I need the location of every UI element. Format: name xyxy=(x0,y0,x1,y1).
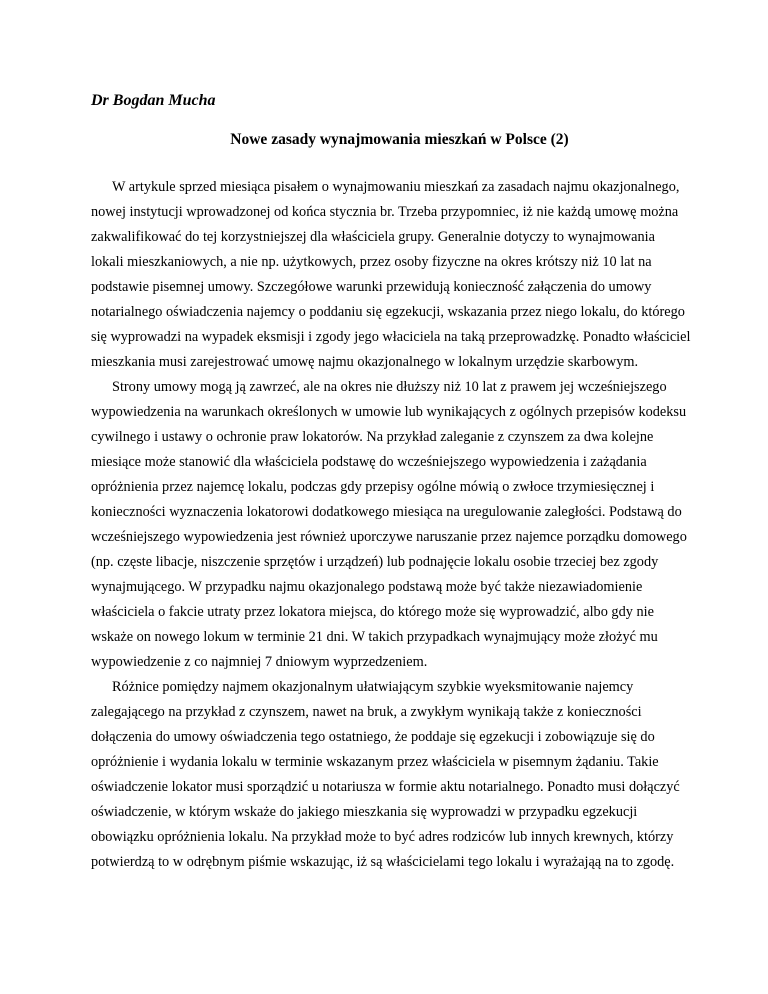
text-line: potwierdzą to w odrębnym piśmie wskazując, iż są właścicielami tego lokalu i wyrażająą na to zgodę. xyxy=(91,854,675,870)
text-line: Różnice pomiędzy najmem okazjonalnym ułatwiającym szybkie wyeksmitowanie najemcy xyxy=(112,679,634,695)
text-line: cywilnego i ustawy o ochronie praw lokatorów. Na przykład zaleganie z czynszem za dwa kolejne xyxy=(91,429,654,445)
text-line: zakwalifikować do tej korzystniejszej dla właściciela grupy. Generalnie dotyczy to wynajmowania xyxy=(91,229,655,245)
text-line: oświadczenie, w którym wskaże do jakiego mieszkania się wyprowadzi w przypadku egzekucji xyxy=(91,804,638,820)
text-line: opróżnienie i wydania lokalu w terminie wskazanym przez właściciela w pisemnym żądaniu. Takie xyxy=(91,754,659,770)
article-title: Nowe zasady wynajmowania mieszkań w Polsce (2) xyxy=(230,131,569,148)
text-line: konieczności wyznaczenia lokatorowi dodatkowego miesiąca na uregulowanie zaległości. Podstawą do xyxy=(91,504,682,520)
text-line: wypowiedzenie z co najmniej 7 dniowym wyprzedzeniem. xyxy=(91,654,428,670)
text-line: podstawie pisemnej umowy. Szczegółowe warunki przewidują konieczność załączenia do umowy xyxy=(91,279,652,295)
text-line: obowiązku opróżnienia lokalu. Na przykład może to być adres rodziców lub innych krewnych, którzy xyxy=(91,829,674,845)
text-line: lokali mieszkaniowych, a nie np. użytkowych, przez osoby fizyczne na okres krótszy niż 10 lat na xyxy=(91,254,652,270)
text-line: dołączenia do umowy oświadczenia tego ostatniego, że poddaje się egzekucji i zobowiązuje się do xyxy=(91,729,655,745)
paragraph-1 xyxy=(91,175,713,375)
text-line: (np. częste libacje, niszczenie sprzętów i urządzeń) lub podnajęcie lokalu osobie trzeciej bez zgody xyxy=(91,554,659,570)
text-line: Strony umowy mogą ją zawrzeć, ale na okres nie dłuższy niż 10 lat z prawem jej wcześniejszego xyxy=(112,379,667,395)
article-body xyxy=(91,175,713,875)
text-line: zalegającego na przykład z czynszem, nawet na bruk, a zwykłym wynikają także z konieczności xyxy=(91,704,642,720)
paragraph-3 xyxy=(91,675,713,875)
text-line: miesiące może stanowić dla właściciela podstawę do wcześniejszego wypowiedzenia i zażądania xyxy=(91,454,647,470)
paragraph-2 xyxy=(91,375,713,675)
text-line: mieszkania musi zarejestrować umowę najmu okazjonalnego w lokalnym urzędzie skarbowym. xyxy=(91,354,639,370)
text-line: nowej instytucji wprowadzonej od końca stycznia br. Trzeba przypomniec, iż nie każdą umowę można xyxy=(91,204,679,220)
text-line: właściciela o fakcie utraty przez lokatora miejsca, do którego może się wyprowadzić, albo gdy nie xyxy=(91,604,654,620)
text-line: oświadczenie lokator musi sporządzić u notariusza w formie aktu notarialnego. Ponadto musi dołączyć xyxy=(91,779,680,795)
author-name: Dr Bogdan Mucha xyxy=(91,92,216,109)
text-line: wskaże on nowego lokum w terminie 21 dni. W takich przypadkach wynajmujący może złożyć mu xyxy=(91,629,658,645)
text-line: W artykule sprzed miesiąca pisałem o wynajmowaniu mieszkań za zasadach najmu okazjonalnego, xyxy=(112,179,680,195)
text-line: opróżnienia przez najemcę lokalu, podczas gdy przepisy ogólne mówią o zwłoce trzymiesięcznej i xyxy=(91,479,655,495)
text-line: wcześniejszego wypowiedzenia jest również uporczywe naruszanie przez najemce porządku domowego xyxy=(91,529,687,545)
text-line: się wyprowadzi na wypadek eksmisji i zgody jego właciciela na taką przeprowadzkę. Ponadto właściciel xyxy=(91,329,691,345)
text-line: wypowiedzenia na warunkach określonych w umowie lub wynikających z ogólnych przepisów kodeksu xyxy=(91,404,687,420)
text-line: notarialnego oświadczenia najemcy o poddaniu się egzekucji, wskazania przez niego lokalu, do którego xyxy=(91,304,685,320)
text-line: wynajmującego. W przypadku najmu okazjonalego podstawą może być także niezawiadomienie xyxy=(91,579,643,595)
